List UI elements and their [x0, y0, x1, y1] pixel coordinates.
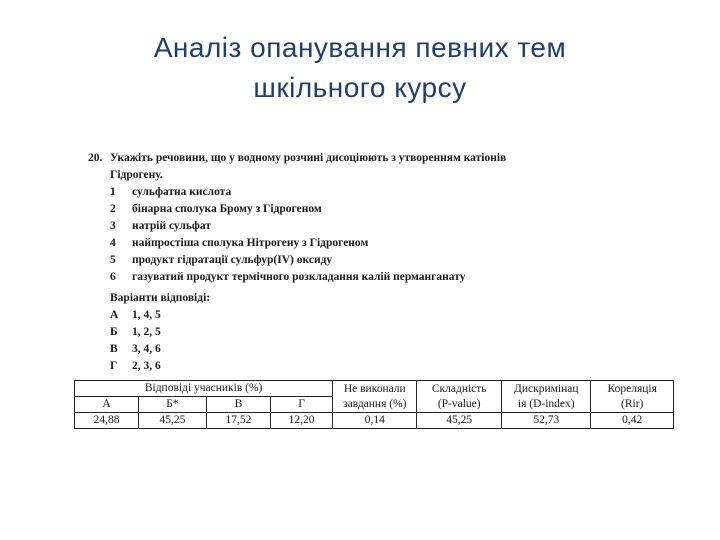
not-done-header — [333, 381, 417, 413]
table-row — [75, 413, 674, 429]
answer-option — [88, 307, 688, 324]
variants-heading: Варіанти відповіді: — [110, 292, 211, 304]
slide-title — [0, 28, 720, 108]
col-v-header: В — [206, 397, 270, 413]
results-table — [74, 380, 674, 429]
item-text: продукт гідратації сульфур(IV) оксиду — [132, 254, 333, 266]
option-letter: Б — [110, 326, 118, 338]
slide-title-line-1: Аналіз опанування певних тем — [153, 32, 567, 63]
option-letter: В — [110, 343, 118, 355]
item-number: 1 — [110, 186, 116, 198]
discrimination-header-line-1: Дискримінац — [514, 382, 579, 395]
cell-v: 17,52 — [206, 413, 270, 429]
option-value: 2, 3, 6 — [132, 360, 161, 372]
item-text: найпростіша сполука Нітрогену з Гідрогеном — [132, 237, 369, 249]
answer-option — [88, 341, 688, 358]
item-text: сульфатна кислота — [132, 186, 232, 198]
item-text: бінарна сполука Брому з Гідрогеном — [132, 203, 322, 215]
answer-option — [88, 324, 688, 341]
item-number: 2 — [110, 203, 116, 215]
item-number: 3 — [110, 220, 116, 232]
cell-correlation: 0,42 — [591, 413, 674, 429]
list-item — [88, 184, 688, 201]
item-number: 4 — [110, 237, 116, 249]
list-item — [88, 252, 688, 269]
correlation-header — [591, 381, 674, 413]
option-value: 3, 4, 6 — [132, 343, 161, 355]
option-letter: Г — [110, 360, 118, 372]
difficulty-header — [417, 381, 502, 413]
discrimination-header — [502, 381, 591, 413]
difficulty-header-line-2: (P-value) — [437, 397, 481, 410]
col-b-header: Б* — [139, 397, 207, 413]
cell-difficulty: 45,25 — [417, 413, 502, 429]
cell-not-done: 0,14 — [333, 413, 417, 429]
question-text-line-1: Укажіть речовини, що у водному розчині дисоціюють з утворенням катіонів — [110, 152, 507, 164]
item-text: газуватий продукт термічного розкладання калій перманганату — [132, 271, 466, 283]
option-letter: А — [110, 309, 119, 321]
cell-discrimination: 52,73 — [502, 413, 591, 429]
list-item — [88, 269, 688, 286]
item-number: 6 — [110, 271, 116, 283]
slide-title-line-2: шкільного курсу — [253, 72, 467, 103]
table-header-row — [75, 381, 674, 397]
item-number: 5 — [110, 254, 116, 266]
option-value: 1, 4, 5 — [132, 309, 161, 321]
answer-option — [88, 358, 688, 375]
col-g-header: Г — [270, 397, 332, 413]
discrimination-header-line-2: ія (D-index) — [517, 397, 575, 410]
cell-b: 45,25 — [139, 413, 207, 429]
correlation-header-line-1: Кореляція — [607, 382, 657, 395]
difficulty-header-line-1: Складність — [431, 382, 487, 395]
not-done-header-line-2: завдання (%) — [343, 397, 407, 410]
cell-g: 12,20 — [270, 413, 332, 429]
list-item — [88, 201, 688, 218]
item-text: натрій сульфат — [132, 220, 211, 232]
option-value: 1, 2, 5 — [132, 326, 161, 338]
question-text-line-2: Гідрогену. — [110, 169, 163, 181]
list-item — [88, 218, 688, 235]
question-block — [88, 150, 688, 375]
cell-a: 24,88 — [75, 413, 139, 429]
list-item — [88, 235, 688, 252]
question-number: 20. — [88, 152, 103, 164]
not-done-header-line-1: Не виконали — [343, 382, 406, 395]
responses-group-header: Відповіді учасників (%) — [75, 381, 333, 397]
question-text — [88, 150, 688, 167]
correlation-header-line-2: (Rir) — [621, 397, 644, 410]
col-a-header: А — [75, 397, 139, 413]
